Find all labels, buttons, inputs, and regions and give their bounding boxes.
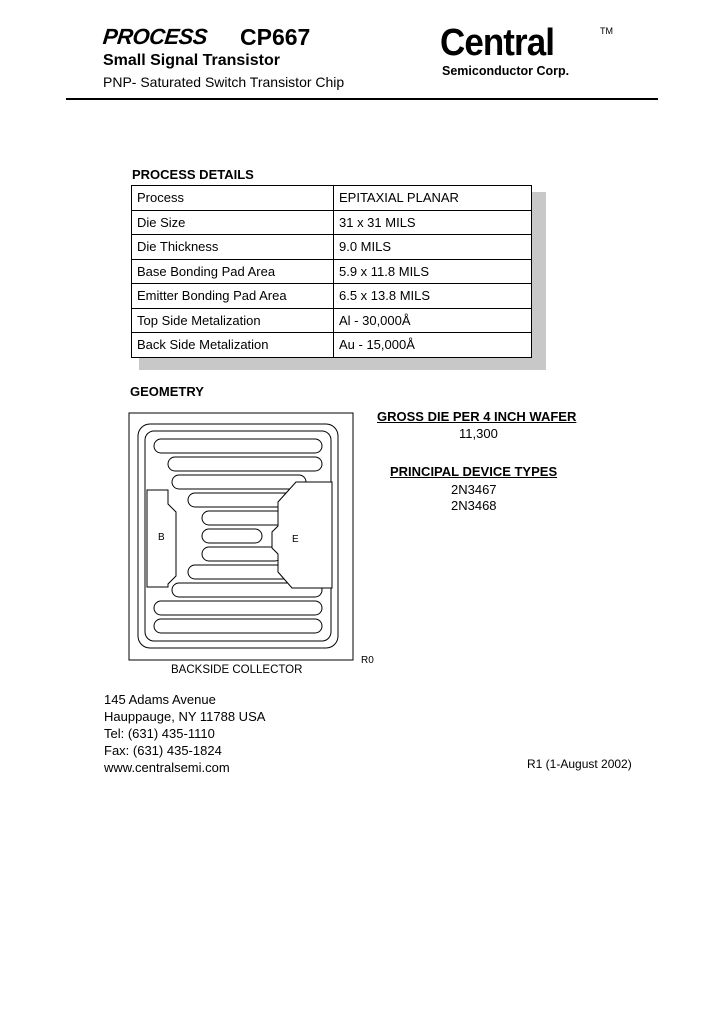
row-label: Die Size — [132, 210, 334, 235]
row-label: Top Side Metalization — [132, 308, 334, 333]
emitter-pad — [272, 482, 332, 588]
header-divider — [66, 98, 658, 100]
table-row — [132, 259, 532, 284]
address-fax: Fax: (631) 435-1824 — [104, 743, 222, 758]
backside-collector-label: BACKSIDE COLLECTOR — [171, 664, 303, 676]
base-label: B — [158, 532, 165, 543]
row-value: Au - 15,000Å — [334, 333, 532, 358]
table-row — [132, 284, 532, 309]
company-logo: Central — [440, 22, 555, 64]
process-heading: PROCESS — [101, 24, 209, 49]
logo-trademark: TM — [600, 26, 613, 36]
process-details-table — [131, 185, 532, 358]
website-link[interactable]: www.centralsemi.com — [104, 760, 230, 775]
table-row — [132, 186, 532, 211]
revision-date: R1 (1-August 2002) — [527, 757, 632, 771]
row-value: 6.5 x 13.8 MILS — [334, 284, 532, 309]
row-label: Die Thickness — [132, 235, 334, 260]
row-value: Al - 30,000Å — [334, 308, 532, 333]
address-city: Hauppauge, NY 11788 USA — [104, 709, 266, 724]
row-label: Emitter Bonding Pad Area — [132, 284, 334, 309]
row-value: 5.9 x 11.8 MILS — [334, 259, 532, 284]
table-row — [132, 333, 532, 358]
table-row — [132, 235, 532, 260]
table-row — [132, 308, 532, 333]
product-description: PNP- Saturated Switch Transistor Chip — [103, 74, 345, 90]
gross-die-value: 11,300 — [459, 426, 498, 441]
process-details-title: PROCESS DETAILS — [132, 167, 254, 182]
company-name: Semiconductor Corp. — [442, 64, 570, 78]
device-type: 2N3467 — [451, 482, 497, 497]
row-label: Base Bonding Pad Area — [132, 259, 334, 284]
row-value: EPITAXIAL PLANAR — [334, 186, 532, 211]
die-geometry-drawing — [128, 412, 358, 662]
row-label: Process — [132, 186, 334, 211]
geometry-title: GEOMETRY — [130, 384, 204, 399]
address-street: 145 Adams Avenue — [104, 692, 216, 707]
device-types-title: PRINCIPAL DEVICE TYPES — [390, 464, 558, 479]
row-label: Back Side Metalization — [132, 333, 334, 358]
emitter-label: E — [292, 534, 299, 545]
row-value: 9.0 MILS — [334, 235, 532, 260]
product-subtitle: Small Signal Transistor — [103, 52, 280, 69]
address-tel: Tel: (631) 435-1110 — [104, 726, 215, 741]
gross-die-title: GROSS DIE PER 4 INCH WAFER — [377, 409, 577, 424]
drawing-revision: R0 — [361, 655, 374, 666]
row-value: 31 x 31 MILS — [334, 210, 532, 235]
part-number: CP667 — [240, 24, 311, 50]
device-type: 2N3468 — [451, 498, 497, 513]
table-row — [132, 210, 532, 235]
